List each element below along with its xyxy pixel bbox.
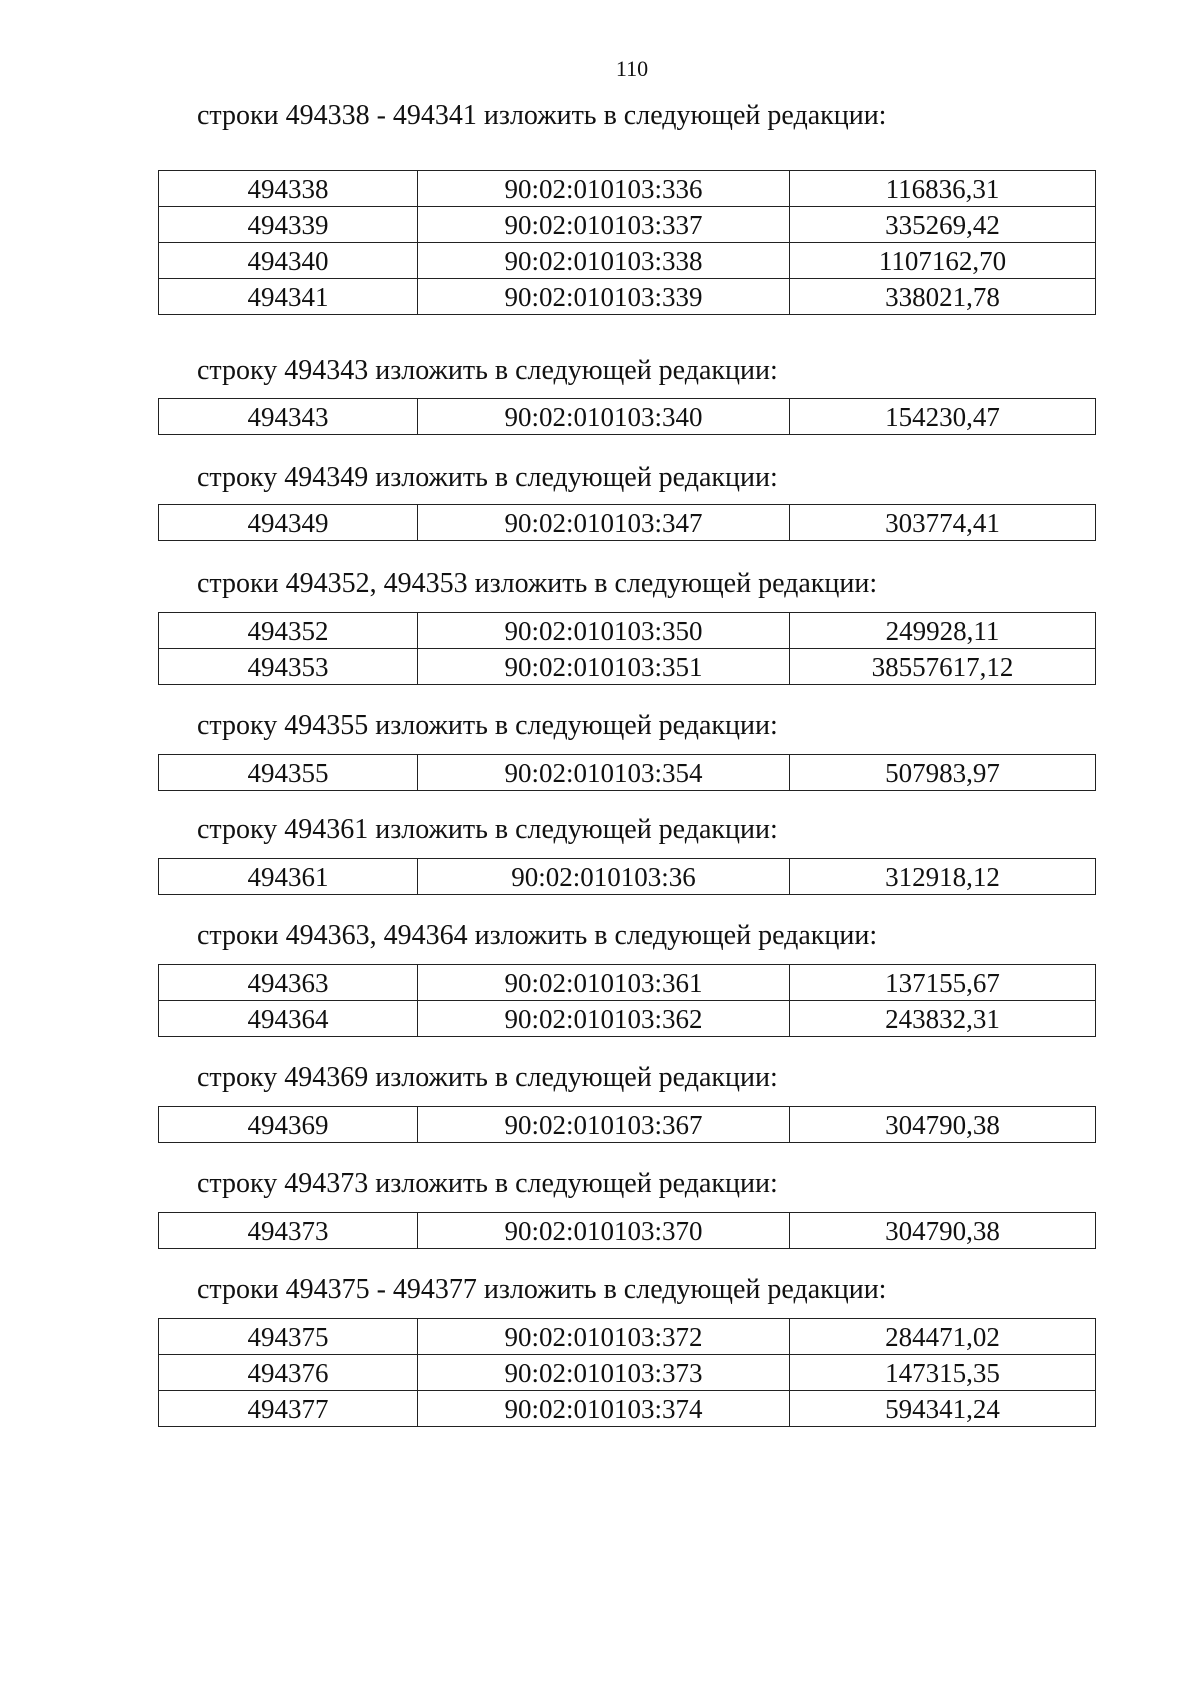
row-number-cell: 494369 bbox=[159, 1107, 418, 1143]
section-instruction: строку 494349 изложить в следующей редакции: bbox=[197, 462, 778, 493]
section-instruction: строки 494352, 494353 изложить в следующей редакции: bbox=[197, 568, 878, 599]
row-number-cell: 494349 bbox=[159, 505, 418, 541]
row-number-cell: 494338 bbox=[159, 171, 418, 207]
section-instruction: строки 494338 - 494341 изложить в следующей редакции: bbox=[197, 100, 887, 131]
table-row bbox=[159, 755, 1096, 791]
value-cell: 1107162,70 bbox=[790, 243, 1096, 279]
cadastral-number-cell: 90:02:010103:338 bbox=[418, 243, 790, 279]
row-number-cell: 494355 bbox=[159, 755, 418, 791]
cadastral-number-cell: 90:02:010103:339 bbox=[418, 279, 790, 315]
row-number-cell: 494341 bbox=[159, 279, 418, 315]
amendment-table bbox=[158, 1106, 1096, 1143]
cadastral-number-cell: 90:02:010103:347 bbox=[418, 505, 790, 541]
section-instruction: строку 494355 изложить в следующей редакции: bbox=[197, 710, 778, 741]
value-cell: 338021,78 bbox=[790, 279, 1096, 315]
value-cell: 304790,38 bbox=[790, 1107, 1096, 1143]
cadastral-number-cell: 90:02:010103:373 bbox=[418, 1355, 790, 1391]
section-instruction: строки 494375 - 494377 изложить в следующей редакции: bbox=[197, 1274, 887, 1305]
value-cell: 303774,41 bbox=[790, 505, 1096, 541]
table-row bbox=[159, 1001, 1096, 1037]
table-row bbox=[159, 1391, 1096, 1427]
table-row bbox=[159, 279, 1096, 315]
cadastral-number-cell: 90:02:010103:340 bbox=[418, 399, 790, 435]
section-instruction: строку 494373 изложить в следующей редакции: bbox=[197, 1168, 778, 1199]
cadastral-number-cell: 90:02:010103:351 bbox=[418, 649, 790, 685]
section-instruction: строку 494369 изложить в следующей редакции: bbox=[197, 1062, 778, 1093]
amendment-table bbox=[158, 1318, 1096, 1427]
row-number-cell: 494377 bbox=[159, 1391, 418, 1427]
cadastral-number-cell: 90:02:010103:372 bbox=[418, 1319, 790, 1355]
value-cell: 249928,11 bbox=[790, 613, 1096, 649]
value-cell: 243832,31 bbox=[790, 1001, 1096, 1037]
table-row bbox=[159, 965, 1096, 1001]
cadastral-number-cell: 90:02:010103:354 bbox=[418, 755, 790, 791]
amendment-table bbox=[158, 170, 1096, 315]
cadastral-number-cell: 90:02:010103:374 bbox=[418, 1391, 790, 1427]
table-row bbox=[159, 649, 1096, 685]
cadastral-number-cell: 90:02:010103:361 bbox=[418, 965, 790, 1001]
row-number-cell: 494363 bbox=[159, 965, 418, 1001]
cadastral-number-cell: 90:02:010103:337 bbox=[418, 207, 790, 243]
value-cell: 304790,38 bbox=[790, 1213, 1096, 1249]
table-row bbox=[159, 1213, 1096, 1249]
table-row bbox=[159, 859, 1096, 895]
value-cell: 154230,47 bbox=[790, 399, 1096, 435]
table-row bbox=[159, 243, 1096, 279]
table-row bbox=[159, 171, 1096, 207]
row-number-cell: 494373 bbox=[159, 1213, 418, 1249]
section-instruction: строку 494361 изложить в следующей редакции: bbox=[197, 814, 778, 845]
row-number-cell: 494339 bbox=[159, 207, 418, 243]
cadastral-number-cell: 90:02:010103:36 bbox=[418, 859, 790, 895]
row-number-cell: 494375 bbox=[159, 1319, 418, 1355]
cadastral-number-cell: 90:02:010103:336 bbox=[418, 171, 790, 207]
table-row bbox=[159, 1319, 1096, 1355]
cadastral-number-cell: 90:02:010103:362 bbox=[418, 1001, 790, 1037]
row-number-cell: 494376 bbox=[159, 1355, 418, 1391]
cadastral-number-cell: 90:02:010103:370 bbox=[418, 1213, 790, 1249]
cadastral-number-cell: 90:02:010103:367 bbox=[418, 1107, 790, 1143]
table-row bbox=[159, 613, 1096, 649]
row-number-cell: 494343 bbox=[159, 399, 418, 435]
value-cell: 147315,35 bbox=[790, 1355, 1096, 1391]
table-row bbox=[159, 1355, 1096, 1391]
row-number-cell: 494353 bbox=[159, 649, 418, 685]
amendment-table bbox=[158, 858, 1096, 895]
section-instruction: строки 494363, 494364 изложить в следующей редакции: bbox=[197, 920, 878, 951]
value-cell: 284471,02 bbox=[790, 1319, 1096, 1355]
amendment-table bbox=[158, 964, 1096, 1037]
value-cell: 312918,12 bbox=[790, 859, 1096, 895]
value-cell: 38557617,12 bbox=[790, 649, 1096, 685]
table-row bbox=[159, 505, 1096, 541]
amendment-table bbox=[158, 504, 1096, 541]
value-cell: 116836,31 bbox=[790, 171, 1096, 207]
value-cell: 137155,67 bbox=[790, 965, 1096, 1001]
value-cell: 594341,24 bbox=[790, 1391, 1096, 1427]
row-number-cell: 494364 bbox=[159, 1001, 418, 1037]
amendment-table bbox=[158, 612, 1096, 685]
row-number-cell: 494352 bbox=[159, 613, 418, 649]
value-cell: 335269,42 bbox=[790, 207, 1096, 243]
table-row bbox=[159, 207, 1096, 243]
table-row bbox=[159, 1107, 1096, 1143]
row-number-cell: 494361 bbox=[159, 859, 418, 895]
table-row bbox=[159, 399, 1096, 435]
cadastral-number-cell: 90:02:010103:350 bbox=[418, 613, 790, 649]
amendment-table bbox=[158, 398, 1096, 435]
amendment-table bbox=[158, 754, 1096, 791]
section-instruction: строку 494343 изложить в следующей редакции: bbox=[197, 355, 778, 386]
page-number: 110 bbox=[615, 56, 649, 81]
row-number-cell: 494340 bbox=[159, 243, 418, 279]
amendment-table bbox=[158, 1212, 1096, 1249]
value-cell: 507983,97 bbox=[790, 755, 1096, 791]
